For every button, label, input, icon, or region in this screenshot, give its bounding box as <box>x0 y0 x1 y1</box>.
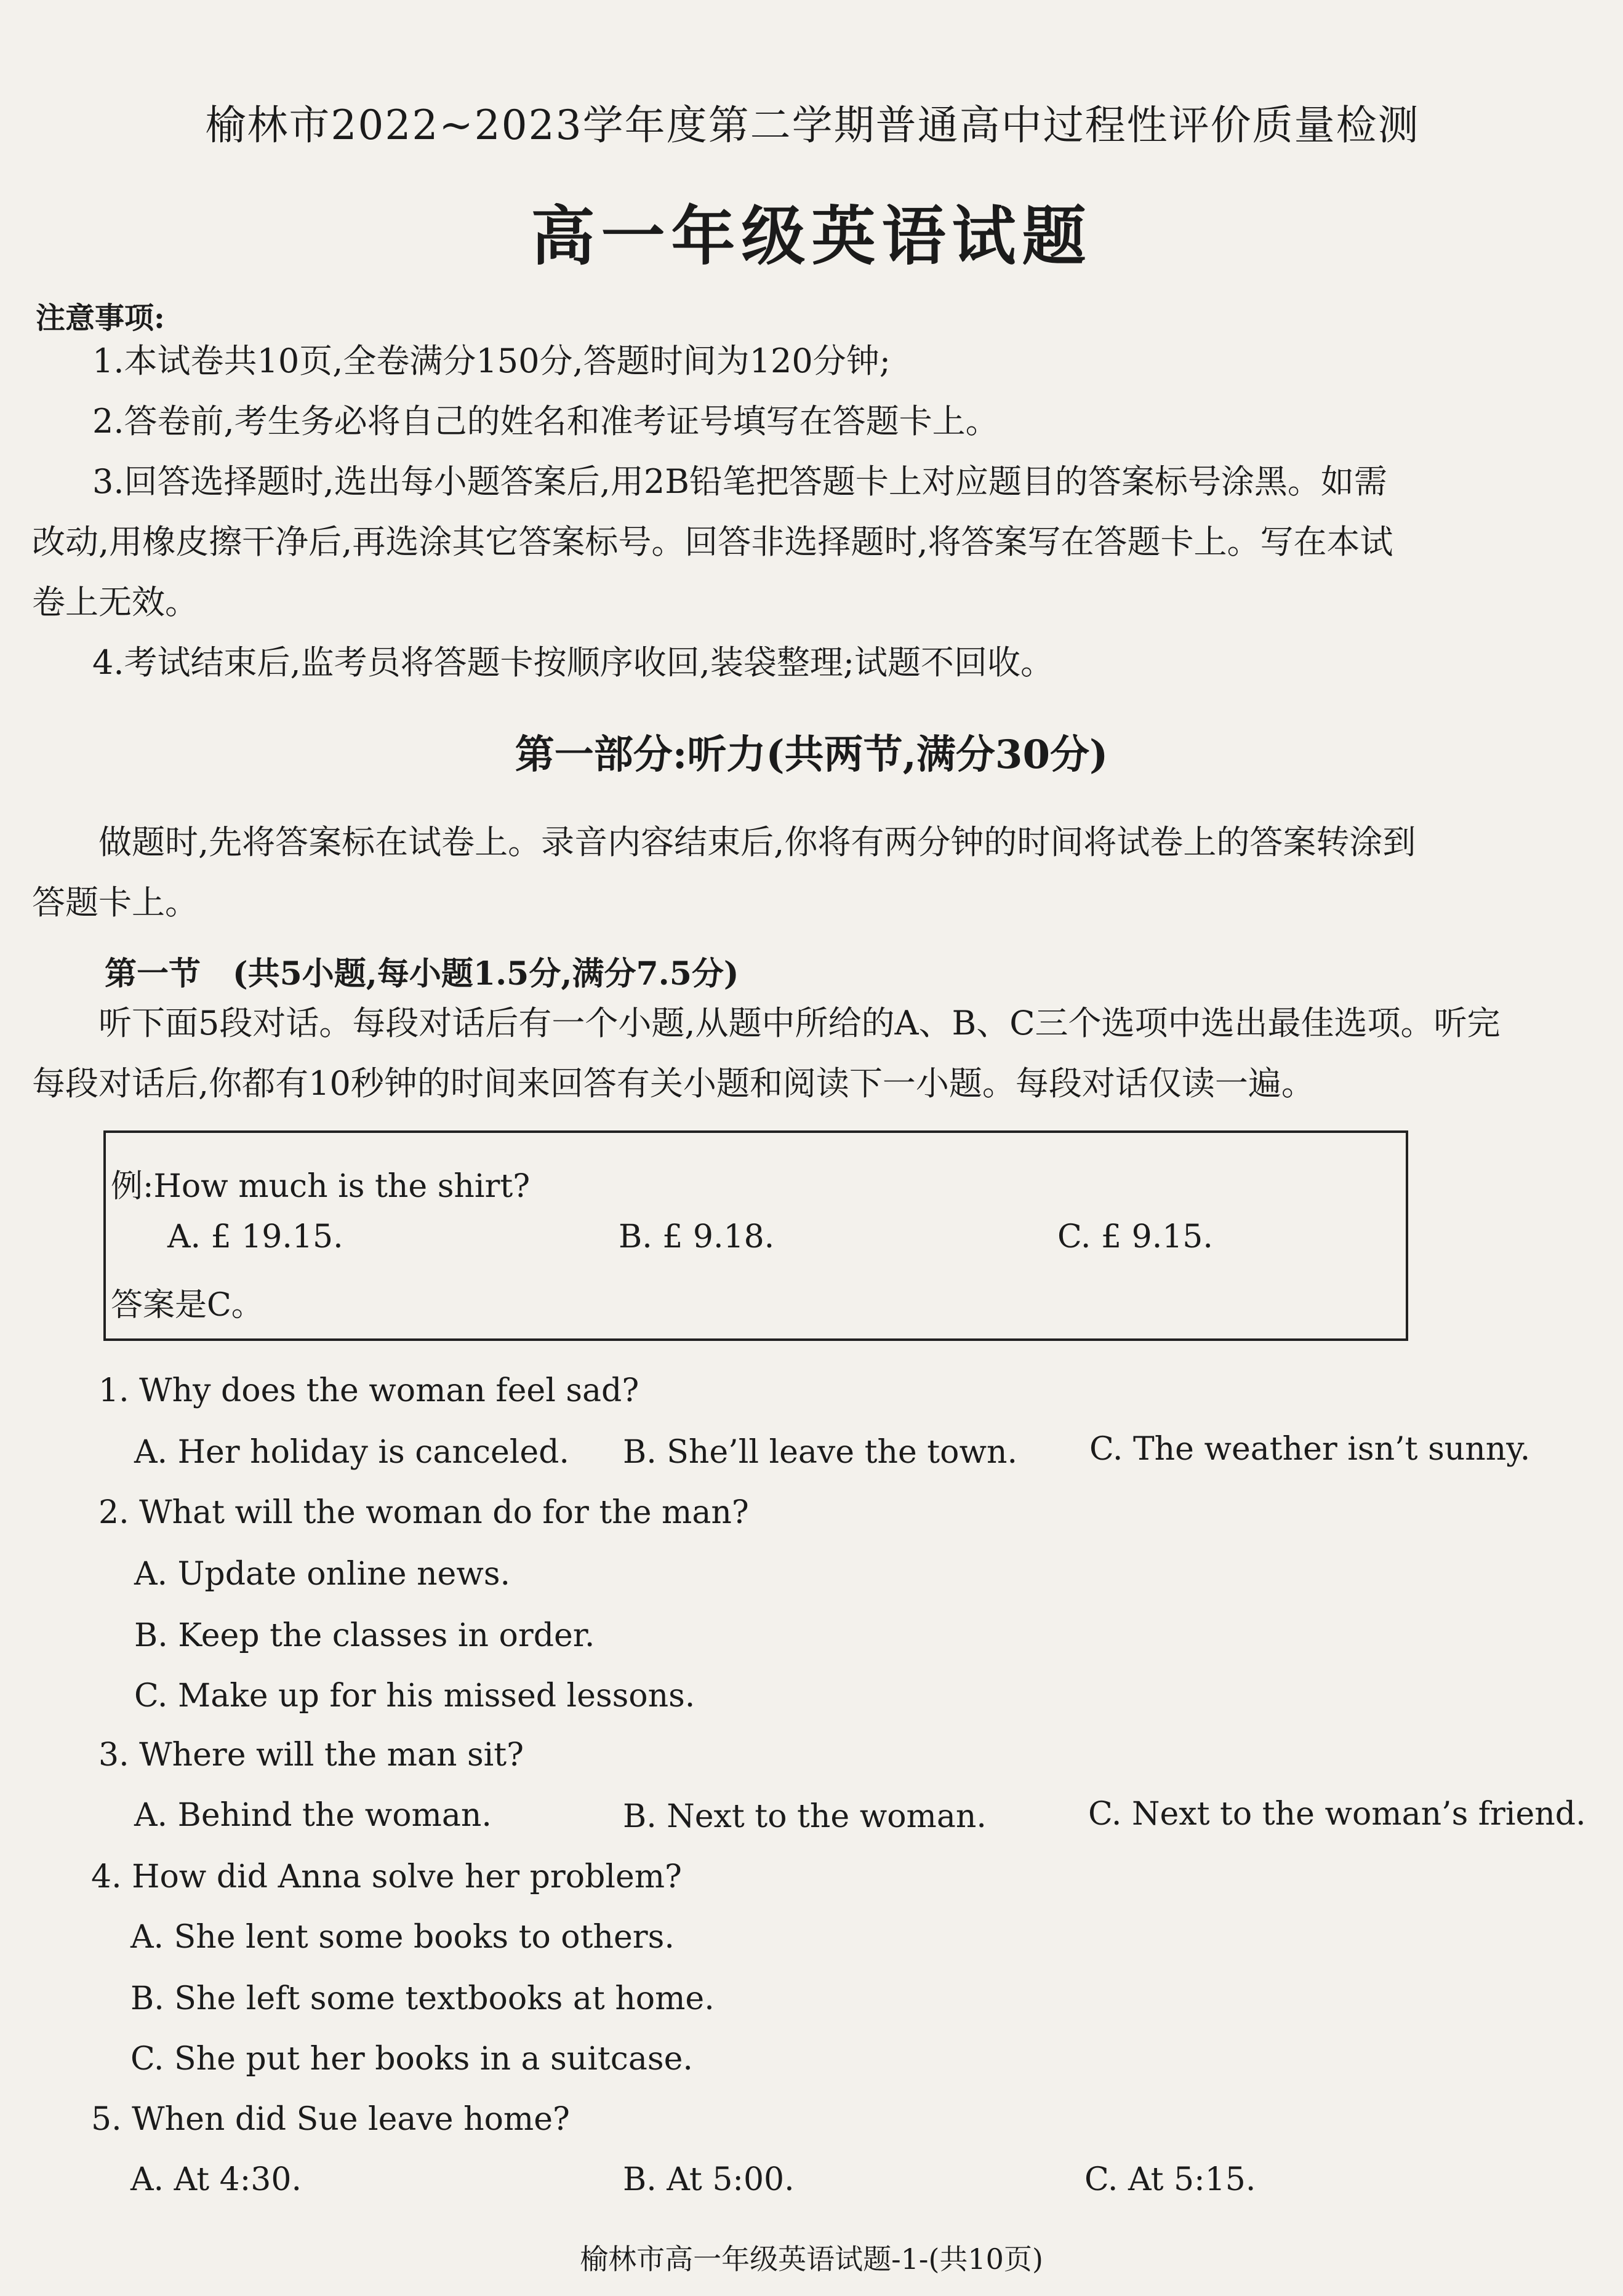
section1-intro-b: 每段对话后,你都有10秒钟的时间来回答有关小题和阅读下一小题。每段对话仅读一遍。 <box>32 1064 1315 1103</box>
example-option-b: B. £ 9.18. <box>619 1218 775 1255</box>
example-question: 例:How much is the shirt? <box>111 1168 531 1205</box>
part1-intro-a: 做题时,先将答案标在试卷上。录音内容结束后,你将有两分钟的时间将试卷上的答案转涂到 <box>98 823 1416 862</box>
question-5-stem: 5. When did Sue leave home? <box>91 2101 570 2138</box>
page-footer: 榆林市高一年级英语试题-1-(共10页) <box>580 2242 1043 2276</box>
section1-intro-a: 听下面5段对话。每段对话后有一个小题,从题中所给的A、B、C三个选项中选出最佳选项。听完 <box>98 1004 1501 1042</box>
notes-line-3b: 改动,用橡皮擦干净后,再选涂其它答案标号。回答非选择题时,将答案写在答题卡上。写在本试 <box>32 522 1393 561</box>
example-option-a: A. £ 19.15. <box>167 1218 343 1255</box>
question-4-stem: 4. How did Anna solve her problem? <box>91 1858 682 1895</box>
exam-header-line: 榆林市2022~2023学年度第二学期普通高中过程性评价质量检测 <box>205 102 1420 149</box>
question-4-option-c: C. She put her books in a suitcase. <box>130 2041 693 2078</box>
notes-line-2: 2.答卷前,考生务必将自己的姓名和准考证号填写在答题卡上。 <box>92 402 999 441</box>
page-title: 高一年级英语试题 <box>531 198 1092 274</box>
notes-line-4: 4.考试结束后,监考员将答题卡按顺序收回,装袋整理;试题不回收。 <box>92 643 1054 682</box>
question-1-option-c: C. The weather isn’t sunny. <box>1089 1431 1531 1468</box>
question-3-option-c: C. Next to the woman’s friend. <box>1088 1796 1586 1833</box>
question-4-option-a: A. She lent some books to others. <box>130 1919 675 1956</box>
notes-line-1: 1.本试卷共10页,全卷满分150分,答题时间为120分钟; <box>92 342 891 380</box>
question-4-option-b: B. She left some textbooks at home. <box>130 1980 715 2017</box>
question-1-option-a: A. Her holiday is canceled. <box>134 1434 569 1471</box>
notes-line-3a: 3.回答选择题时,选出每小题答案后,用2B铅笔把答题卡上对应题目的答案标号涂黑。如需 <box>92 462 1387 501</box>
question-2-option-b: B. Keep the classes in order. <box>134 1617 595 1654</box>
question-2-stem: 2. What will the woman do for the man? <box>98 1494 749 1531</box>
question-5-option-c: C. At 5:15. <box>1084 2161 1256 2198</box>
question-1-option-b: B. She’ll leave the town. <box>623 1434 1017 1471</box>
section1-title: 第一节 (共5小题,每小题1.5分,满分7.5分) <box>105 955 739 993</box>
question-5-option-a: A. At 4:30. <box>130 2161 302 2198</box>
example-answer: 答案是C。 <box>111 1287 263 1324</box>
example-option-c: C. £ 9.15. <box>1057 1218 1213 1255</box>
notes-line-3c: 卷上无效。 <box>32 583 198 622</box>
question-3-option-a: A. Behind the woman. <box>134 1797 492 1834</box>
question-3-stem: 3. Where will the man sit? <box>98 1737 524 1774</box>
notes-heading: 注意事项: <box>36 301 165 335</box>
question-5-option-b: B. At 5:00. <box>623 2161 795 2198</box>
part1-intro-b: 答题卡上。 <box>32 883 198 922</box>
question-2-option-c: C. Make up for his missed lessons. <box>134 1678 695 1714</box>
question-2-option-a: A. Update online news. <box>134 1556 511 1593</box>
question-3-option-b: B. Next to the woman. <box>623 1798 987 1835</box>
question-1-stem: 1. Why does the woman feel sad? <box>98 1372 639 1409</box>
part1-title: 第一部分:听力(共两节,满分30分) <box>515 732 1108 778</box>
